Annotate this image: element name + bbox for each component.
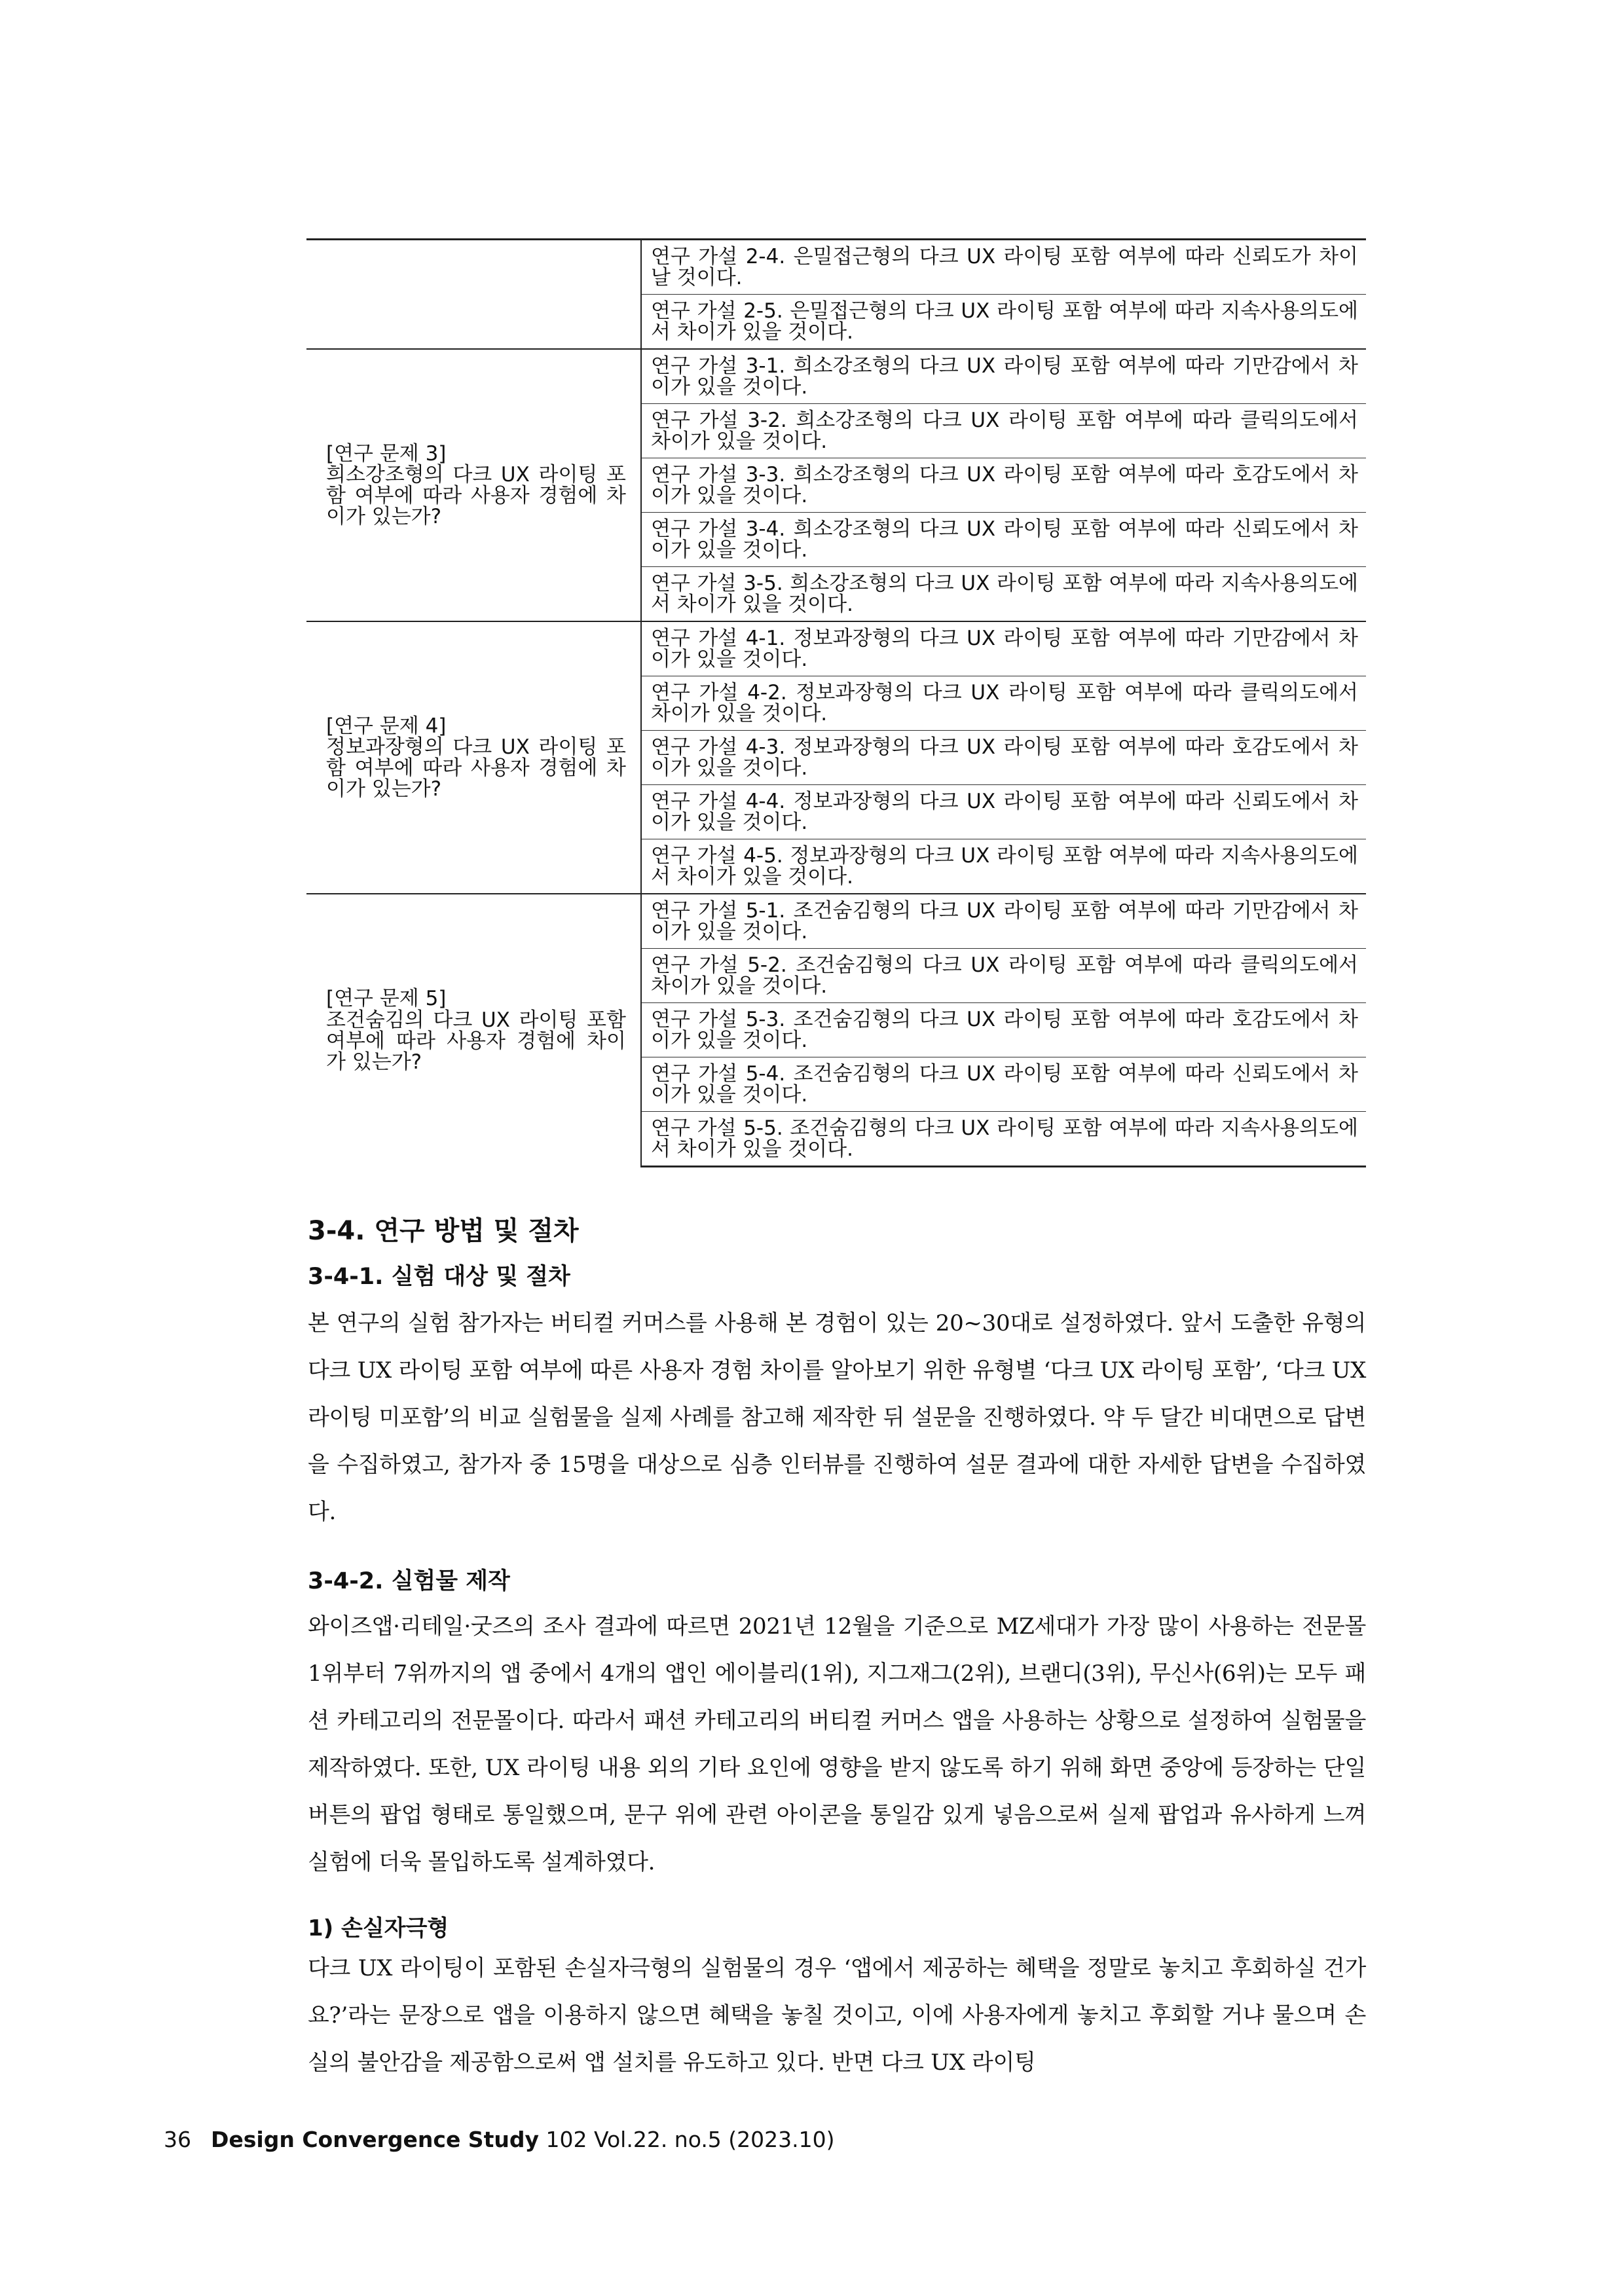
research-hypotheses-table	[306, 238, 1366, 1167]
hypothesis-cell: 연구 가설 4-1. 정보과장형의 다크 UX 라이팅 포함 여부에 따라 기만감에서 차이가 있을 것이다.	[641, 621, 1366, 676]
hypothesis-cell: 연구 가설 3-4. 희소강조형의 다크 UX 라이팅 포함 여부에 따라 신뢰도에서 차이가 있을 것이다.	[641, 513, 1366, 567]
page-number: 36	[164, 2127, 191, 2152]
hypothesis-cell: 연구 가설 5-2. 조건숨김형의 다크 UX 라이팅 포함 여부에 따라 클릭의도에서 차이가 있을 것이다.	[641, 949, 1366, 1003]
paragraph-loss: 다크 UX 라이팅이 포함된 손실자극형의 실험물의 경우 ‘앱에서 제공하는 혜택을 정말로 놓치고 후회하실 건가요?’라는 문장으로 앱을 이용하지 않으면 혜택을 놓칠 것이고, 이에 사용자에게 놓치고 후회할 거냐 물으며 손실의 불안감을 제공함으로써 앱 설치를 유도하고 있다. 반면 다크 UX 라이팅	[308, 1955, 1366, 2076]
hypothesis-cell: 연구 가설 3-2. 희소강조형의 다크 UX 라이팅 포함 여부에 따라 클릭의도에서 차이가 있을 것이다.	[641, 404, 1366, 458]
research-question-cell: [연구 문제 3] 희소강조형의 다크 UX 라이팅 포함 여부에 따라 사용자 경험에 차이가 있는가?	[306, 349, 641, 621]
research-question-cell	[306, 240, 641, 350]
research-question-cell: [연구 문제 4] 정보과장형의 다크 UX 라이팅 포함 여부에 따라 사용자 경험에 차이가 있는가?	[306, 621, 641, 894]
hypothesis-cell: 연구 가설 5-1. 조건숨김형의 다크 UX 라이팅 포함 여부에 따라 기만감에서 차이가 있을 것이다.	[641, 894, 1366, 949]
hypothesis-cell: 연구 가설 4-2. 정보과장형의 다크 UX 라이팅 포함 여부에 따라 클릭의도에서 차이가 있을 것이다.	[641, 676, 1366, 731]
table-row	[306, 621, 1366, 676]
journal-issue: 102 Vol.22. no.5 (2023.10)	[545, 2127, 835, 2152]
hypothesis-cell: 연구 가설 5-3. 조건숨김형의 다크 UX 라이팅 포함 여부에 따라 호감도에서 차이가 있을 것이다.	[641, 1003, 1366, 1057]
item-title-loss: 1) 손실자극형	[308, 1915, 449, 1941]
hypothesis-cell: 연구 가설 4-3. 정보과장형의 다크 UX 라이팅 포함 여부에 따라 호감도에서 차이가 있을 것이다.	[641, 731, 1366, 785]
hypothesis-cell: 연구 가설 2-5. 은밀접근형의 다크 UX 라이팅 포함 여부에 따라 지속사용의도에서 차이가 있을 것이다.	[641, 295, 1366, 350]
table-row	[306, 240, 1366, 295]
hypothesis-cell: 연구 가설 4-5. 정보과장형의 다크 UX 라이팅 포함 여부에 따라 지속사용의도에서 차이가 있을 것이다.	[641, 839, 1366, 894]
page-footer	[164, 2127, 835, 2152]
hypothesis-cell: 연구 가설 3-3. 희소강조형의 다크 UX 라이팅 포함 여부에 따라 호감도에서 차이가 있을 것이다.	[641, 458, 1366, 513]
hypothesis-cell: 연구 가설 3-5. 희소강조형의 다크 UX 라이팅 포함 여부에 따라 지속사용의도에서 차이가 있을 것이다.	[641, 567, 1366, 622]
section-title: 3-4. 연구 방법 및 절차	[308, 1216, 579, 1246]
subsection-title-3-4-2: 3-4-2. 실험물 제작	[308, 1568, 510, 1594]
hypothesis-cell: 연구 가설 4-4. 정보과장형의 다크 UX 라이팅 포함 여부에 따라 신뢰도에서 차이가 있을 것이다.	[641, 785, 1366, 839]
table-row	[306, 894, 1366, 949]
paragraph-3-4-2: 와이즈앱·리테일·굿즈의 조사 결과에 따르면 2021년 12월을 기준으로 MZ세대가 가장 많이 사용하는 전문몰 1위부터 7위까지의 앱 중에서 4개의 앱인 에이블리(1위), 지그재그(2위), 브랜디(3위), 무신사(6위)는 모두 패션 카테고리의 전문몰이다. 따라서 패션 카테고리의 버티컬 커머스 앱을 사용하는 상황으로 설정하여 실험물을 제작하였다. 또한, UX 라이팅 내용 외의 기타 요인에 영향을 받지 않도록 하기 위해 화면 중앙에 등장하는 단일 버튼의 팝업 형태로 통일했으며, 문구 위에 관련 아이콘을 통일감 있게 넣음으로써 실제 팝업과 유사하게 느껴 실험에 더욱 몰입하도록 설계하였다.	[308, 1613, 1366, 1875]
subsection-title-3-4-1: 3-4-1. 실험 대상 및 절차	[308, 1264, 570, 1290]
table-row	[306, 349, 1366, 404]
hypothesis-cell: 연구 가설 3-1. 희소강조형의 다크 UX 라이팅 포함 여부에 따라 기만감에서 차이가 있을 것이다.	[641, 349, 1366, 404]
paragraph-3-4-1: 본 연구의 실험 참가자는 버티컬 커머스를 사용해 본 경험이 있는 20~30대로 설정하였다. 앞서 도출한 유형의 다크 UX 라이팅 포함 여부에 따른 사용자 경험 차이를 알아보기 위한 유형별 ‘다크 UX 라이팅 포함’, ‘다크 UX 라이팅 미포함’의 비교 실험물을 실제 사례를 참고해 제작한 뒤 설문을 진행하였다. 약 두 달간 비대면으로 답변을 수집하였고, 참가자 중 15명을 대상으로 심층 인터뷰를 진행하여 설문 결과에 대한 자세한 답변을 수집하였다.	[308, 1310, 1366, 1525]
research-question-cell: [연구 문제 5] 조건숨김의 다크 UX 라이팅 포함 여부에 따라 사용자 경험에 차이가 있는가?	[306, 894, 641, 1167]
hypothesis-cell: 연구 가설 5-5. 조건숨김형의 다크 UX 라이팅 포함 여부에 따라 지속사용의도에서 차이가 있을 것이다.	[641, 1112, 1366, 1167]
journal-name: Design Convergence Study	[211, 2127, 539, 2152]
hypothesis-cell: 연구 가설 5-4. 조건숨김형의 다크 UX 라이팅 포함 여부에 따라 신뢰도에서 차이가 있을 것이다.	[641, 1057, 1366, 1112]
hypothesis-cell: 연구 가설 2-4. 은밀접근형의 다크 UX 라이팅 포함 여부에 따라 신뢰도가 차이 날 것이다.	[641, 240, 1366, 295]
